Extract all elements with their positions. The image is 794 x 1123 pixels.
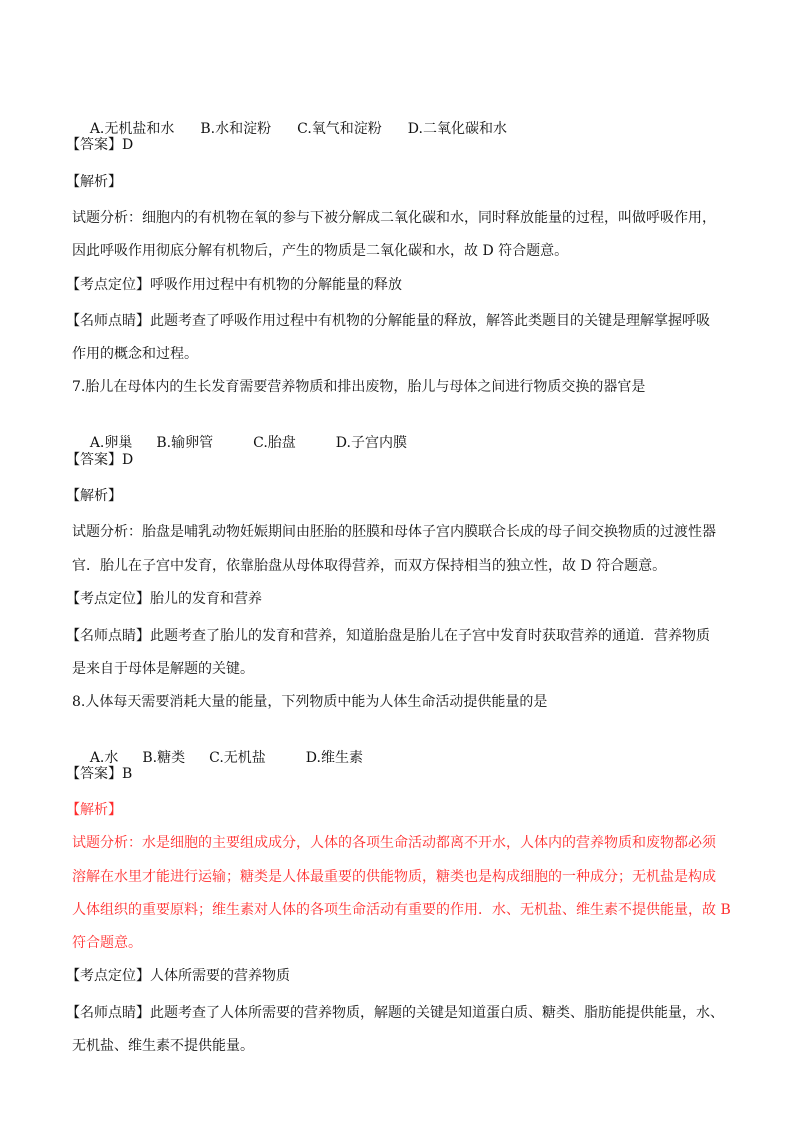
q7-comment-line1: 【名师点睛】此题考查了胎儿的发育和营养，知道胎盘是胎儿在子宫中发育时获取营养的通道．营养物质 — [66, 628, 710, 644]
q8-analysis-line1: 试题分析：水是细胞的主要组成成分，人体的各项生命活动都离不开水，人体内的营养物质和废物都必须 — [72, 835, 716, 851]
q8-option-a: A.水 — [89, 750, 119, 766]
q6-option-b: B.水和淀粉 — [200, 121, 272, 137]
q7-option-a: A.卵巢 — [89, 435, 133, 451]
q7-question: 7.胎儿在母体内的生长发育需要营养物质和排出废物，胎儿与母体之间进行物质交换的器官是 — [72, 379, 646, 395]
q8-analysis-line4: 符合题意。 — [72, 935, 142, 951]
q7-option-b: B.输卵管 — [156, 435, 214, 451]
q8-option-b: B.糖类 — [142, 750, 186, 766]
q8-analysis-label: 【解析】 — [66, 802, 122, 818]
q7-answer: 【答案】D — [66, 452, 134, 468]
q8-option-d: D.维生素 — [305, 750, 363, 766]
q7-analysis-label: 【解析】 — [66, 488, 122, 504]
q6-point: 【考点定位】呼吸作用过程中有机物的分解能量的释放 — [66, 277, 402, 293]
q6-option-d: D.二氧化碳和水 — [407, 121, 507, 137]
q7-comment-line2: 是来自于母体是解题的关键。 — [72, 661, 254, 677]
q6-comment-line2: 作用的概念和过程。 — [72, 346, 198, 362]
q8-comment-line1: 【名师点睛】此题考查了人体所需要的营养物质，解题的关键是知道蛋白质、糖类、脂肪能提供能量，水、 — [66, 1005, 724, 1021]
q8-analysis-line2: 溶解在水里才能进行运输；糖类是人体最重要的供能物质，糖类也是构成细胞的一种成分；无机盐是构成 — [72, 869, 716, 885]
q6-options — [72, 99, 507, 159]
q7-option-d: D.子宫内膜 — [335, 435, 407, 451]
q8-comment-line2: 无机盐、维生素不提供能量。 — [72, 1038, 254, 1054]
q6-comment-line1: 【名师点睛】此题考查了呼吸作用过程中有机物的分解能量的释放，解答此类题目的关键是理解掌握呼吸 — [66, 313, 710, 329]
q6-answer: 【答案】D — [66, 137, 134, 153]
q6-option-c: C.氧气和淀粉 — [297, 121, 382, 137]
q8-question: 8.人体每天需要消耗大量的能量，下列物质中能为人体生命活动提供能量的是 — [72, 694, 548, 710]
q6-option-a: A.无机盐和水 — [89, 121, 175, 137]
q8-option-c: C.无机盐 — [209, 750, 266, 766]
q7-option-c: C.胎盘 — [253, 435, 296, 451]
q6-analysis-line1: 试题分析：细胞内的有机物在氧的参与下被分解成二氧化碳和水，同时释放能量的过程，叫做呼吸作用， — [72, 210, 716, 226]
q8-answer: 【答案】B — [66, 766, 133, 782]
q6-analysis-label: 【解析】 — [66, 174, 122, 190]
q8-analysis-line3: 人体组织的重要原料；维生素对人体的各项生命活动有重要的作用．水、无机盐、维生素不提供能量，故 B — [72, 902, 731, 918]
q6-analysis-line2: 因此呼吸作用彻底分解有机物后，产生的物质是二氧化碳和水，故 D 符合题意。 — [72, 243, 569, 259]
q7-analysis-line2: 官．胎儿在子宫中发育，依靠胎盘从母体取得营养，而双方保持相当的独立性，故 D 符合题意。 — [72, 558, 667, 574]
q7-analysis-line1: 试题分析：胎盘是哺乳动物妊娠期间由胚胎的胚膜和母体子宫内膜联合长成的母子间交换物质的过渡性器 — [72, 524, 716, 540]
q8-point: 【考点定位】人体所需要的营养物质 — [66, 968, 290, 984]
q7-point: 【考点定位】胎儿的发育和营养 — [66, 591, 262, 607]
